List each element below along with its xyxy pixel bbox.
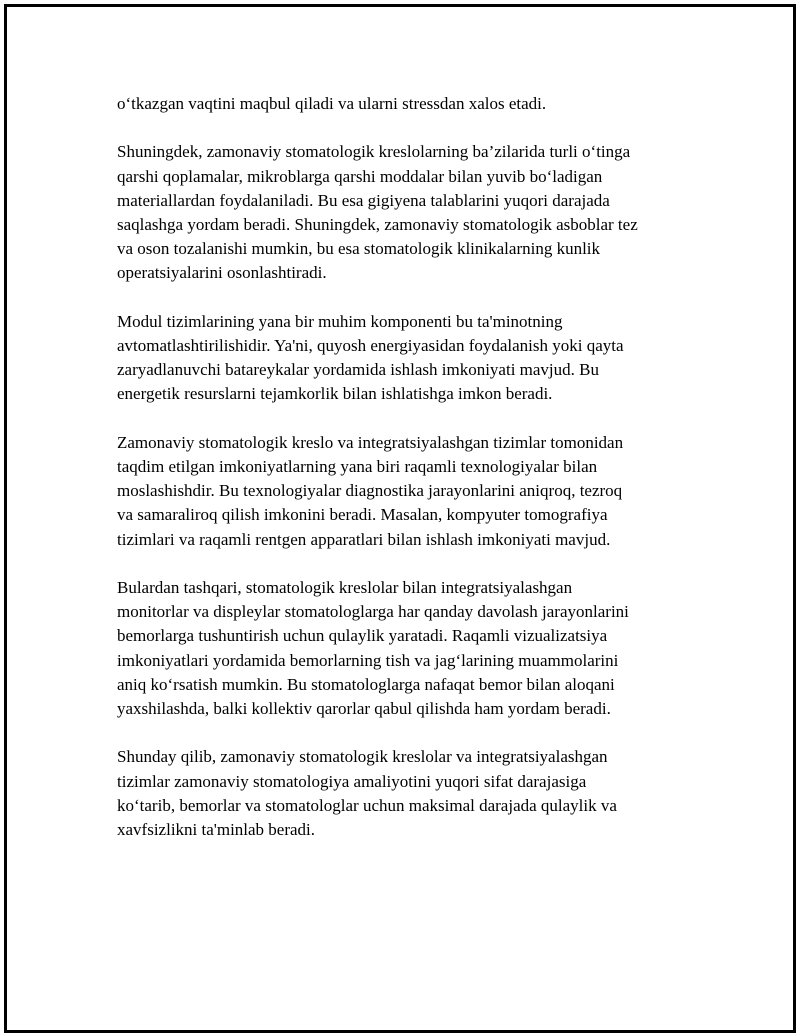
paragraph-1: o‘tkazgan vaqtini maqbul qiladi va ularni stressdan xalos etadi. <box>117 94 547 113</box>
paragraph-5: Bulardan tashqari, stomatologik kreslolar bilan integratsiyalashgan monitorlar va displeylar stomatologlarga har qanday davolash jarayonlarini bemorlarga tushuntirish uchun qulaylik yaratadi. Raqamli vizualizatsiya imkoniyatlari yordamida bemorlarning tish va jag‘larining muammolarini aniq ko‘rsatish mumkin. Bu stomatologlarga nafaqat bemor bilan aloqani yaxshilashda, balki kollektiv qarorlar qabul qilishda ham yordam beradi. <box>117 578 629 719</box>
paragraph-2: Shuningdek, zamonaviy stomatologik kreslolarning ba’zilarida turli o‘tinga qarshi qoplamalar, mikroblarga qarshi moddalar bilan yuvib bo‘ladigan materiallardan foydalaniladi. Bu esa gigiyena talablarini yuqori darajada saqlashga yordam beradi. Shuningdek, zamonaviy stomatologik asboblar tez va oson tozalanishi mumkin, bu esa stomatologik klinikalarning kunlik operatsiyalarini osonlashtiradi. <box>117 142 638 283</box>
document-body <box>117 92 687 866</box>
paragraph-6: Shunday qilib, zamonaviy stomatologik kreslolar va integratsiyalashgan tizimlar zamonaviy stomatologiya amaliyotini yuqori sifat darajasiga ko‘tarib, bemorlar va stomatologlar uchun maksimal darajada qulaylik va xavfsizlikni ta'minlab beradi. <box>117 747 617 840</box>
paragraph-3: Modul tizimlarining yana bir muhim komponenti bu ta'minotning avtomatlashtirilishidir. Ya'ni, quyosh energiyasidan foydalanish yoki qayta zaryadlanuvchi batareykalar yordamida ishlash imkoniyati mavjud. Bu energetik resurslarni tejamkorlik bilan ishlatishga imkon beradi. <box>117 311 624 404</box>
paragraph-4: Zamonaviy stomatologik kreslo va integratsiyalashgan tizimlar tomonidan taqdim etilgan imkoniyatlarning yana biri raqamli texnologiyalar bilan moslashishdir. Bu texnologiyalar diagnostika jarayonlarini aniqroq, tezroq va samaraliroq qilish imkonini beradi. Masalan, kompyuter tomografiya tizimlari va raqamli rentgen apparatlari bilan ishlash imkoniyati mavjud. <box>117 432 624 549</box>
